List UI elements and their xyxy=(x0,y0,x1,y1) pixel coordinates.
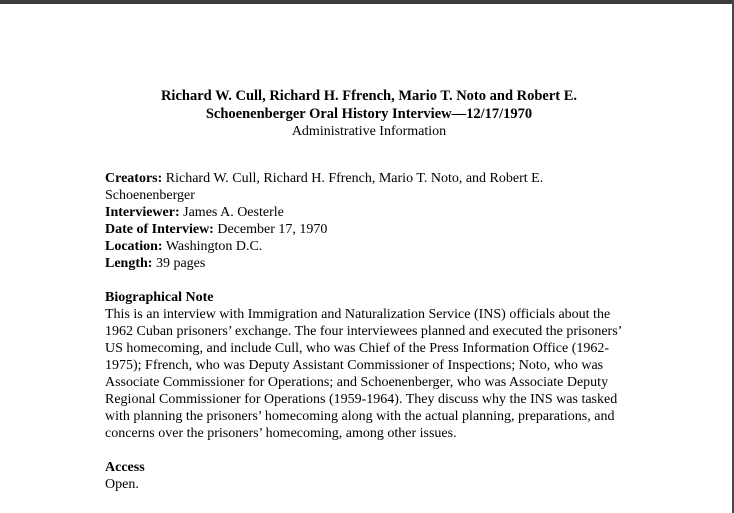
metadata-interviewer-label: Interviewer: xyxy=(105,205,180,220)
biographical-note-heading: Biographical Note xyxy=(105,290,214,305)
document-title-line1: Richard W. Cull, Richard H. Ffrench, Mario T. Noto and Robert E. xyxy=(160,88,578,104)
metadata-location-value: Washington D.C. xyxy=(165,239,263,254)
metadata-interviewer-value: James A. Oesterle xyxy=(183,205,284,220)
document-title xyxy=(105,87,633,123)
metadata-length-label: Length: xyxy=(105,256,153,271)
metadata-creators-label: Creators: xyxy=(105,171,163,186)
window-top-border xyxy=(0,0,734,4)
metadata-location xyxy=(105,238,633,255)
section-biographical-note xyxy=(105,289,633,442)
document-title-line2: Schoenenberger Oral History Interview—12/17/1970 xyxy=(205,106,533,122)
metadata-length-value: 39 pages xyxy=(155,256,206,271)
biographical-note-body: This is an interview with Immigration and Naturalization Service (INS) officials about the 1962 Cuban prisoners’ exchange. The four interviewees planned and executed the prisoners’ US homecoming, and include Cull, who was Chief of the Press Information Office (1962-1975); Ffrench, who was Deputy Assistant Commissioner of Inspections; Noto, who was Associate Commissioner for Operations; and Schoenenberger, who was Associate Deputy Regional Commissioner for Operations (1959-1964). They discuss why the INS was tasked with planning the prisoners’ homecoming along with the actual planning, preparations, and concerns over the prisoners’ homecoming, among other issues. xyxy=(105,307,622,441)
document-subtitle: Administrative Information xyxy=(291,124,447,139)
metadata-date-of-interview xyxy=(105,221,633,238)
metadata-date-of-interview-label: Date of Interview: xyxy=(105,222,214,237)
metadata-length xyxy=(105,255,633,272)
access-body: Open. xyxy=(105,477,139,492)
metadata-date-of-interview-value: December 17, 1970 xyxy=(217,222,328,237)
document-page xyxy=(105,87,633,493)
access-heading: Access xyxy=(105,460,145,475)
metadata-location-label: Location: xyxy=(105,239,163,254)
metadata-block xyxy=(105,170,633,272)
metadata-creators-value: Richard W. Cull, Richard H. Ffrench, Mario T. Noto, and Robert E. Schoenenberger xyxy=(105,171,544,203)
section-access xyxy=(105,459,633,493)
metadata-creators xyxy=(105,170,633,204)
metadata-interviewer xyxy=(105,204,633,221)
